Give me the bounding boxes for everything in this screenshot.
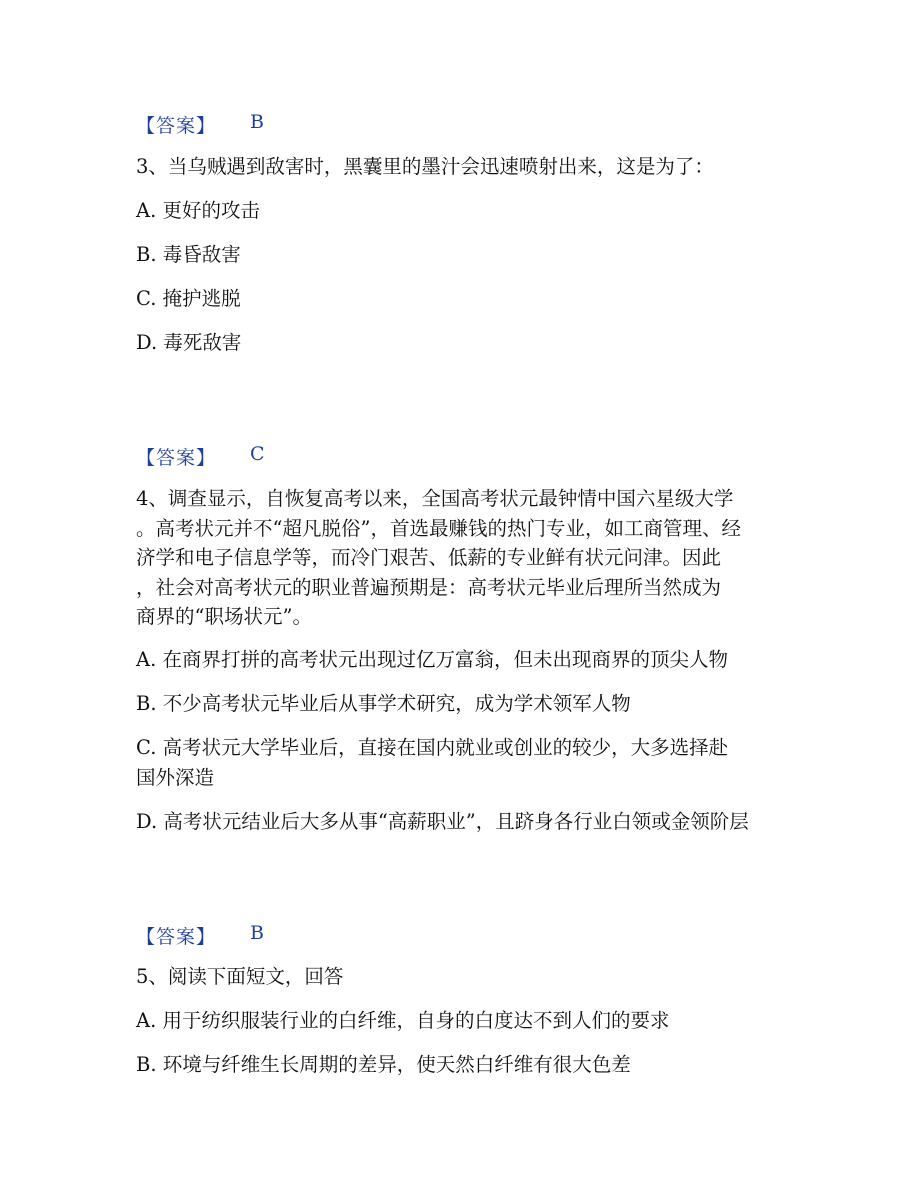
answer-line (136, 922, 264, 949)
option-line: D. 高考状元结业后大多从事“高薪职业”，且跻身各行业白领或金领阶层 (136, 810, 749, 833)
question-line: 。高考状元并不“超凡脱俗”，首选最赚钱的热门专业，如工商管理、经 (136, 516, 741, 540)
answer-line (136, 111, 264, 138)
answer-line (136, 443, 265, 470)
option-d (136, 807, 786, 837)
option-line: D. 毒死敌害 (136, 331, 242, 354)
option-line: B. 环境与纤维生长周期的差异，使天然白纤维有很大色差 (136, 1053, 631, 1076)
option-a (136, 645, 786, 675)
option-d (136, 328, 786, 358)
question-line: 商界的“职场状元”。 (136, 605, 312, 628)
option-line: A. 在商界打拼的高考状元出现过亿万富翁，但未出现商界的顶尖人物 (136, 648, 728, 671)
option-line: B. 毒昏敌害 (136, 243, 241, 266)
option-c (136, 284, 786, 314)
answer-tag: 【答案】 (136, 447, 217, 469)
option-c (136, 733, 786, 792)
option-line: A. 用于纺织服装行业的白纤维，自身的白度达不到人们的要求 (136, 1009, 670, 1032)
question-4-text (136, 484, 786, 632)
option-b (136, 240, 786, 270)
option-line: B. 不少高考状元毕业后从事学术研究，成为学术领军人物 (136, 692, 631, 715)
answer-value: B (250, 111, 264, 133)
option-a (136, 196, 786, 226)
option-line: C. 高考状元大学毕业后，直接在国内就业或创业的较少，大多选择赴 (136, 736, 729, 759)
question-line: 济学和电子信息学等，而冷门艰苦、低薪的专业鲜有状元问津。因此 (136, 546, 722, 569)
question-5-text (136, 962, 786, 992)
question-line: ，社会对高考状元的职业普遍预期是：高考状元毕业后理所当然成为 (136, 575, 722, 599)
option-a (136, 1006, 786, 1036)
question-3-text (136, 152, 786, 182)
option-line: 国外深造 (136, 765, 215, 789)
answer-value: C (250, 443, 265, 465)
option-b (136, 1050, 786, 1080)
question-line: 5、阅读下面短文，回答 (136, 965, 344, 988)
answer-value: B (250, 922, 264, 944)
option-line: A. 更好的攻击 (136, 199, 260, 222)
question-line: 4、调查显示，自恢复高考以来，全国高考状元最钟情中国六星级大学 (136, 487, 734, 510)
question-line: 3、当乌贼遇到敌害时，黑囊里的墨汁会迅速喷射出来，这是为了： (136, 155, 714, 178)
option-line: C. 掩护逃脱 (136, 287, 241, 310)
answer-tag: 【答案】 (136, 926, 217, 948)
option-b (136, 689, 786, 719)
answer-tag: 【答案】 (136, 115, 217, 137)
